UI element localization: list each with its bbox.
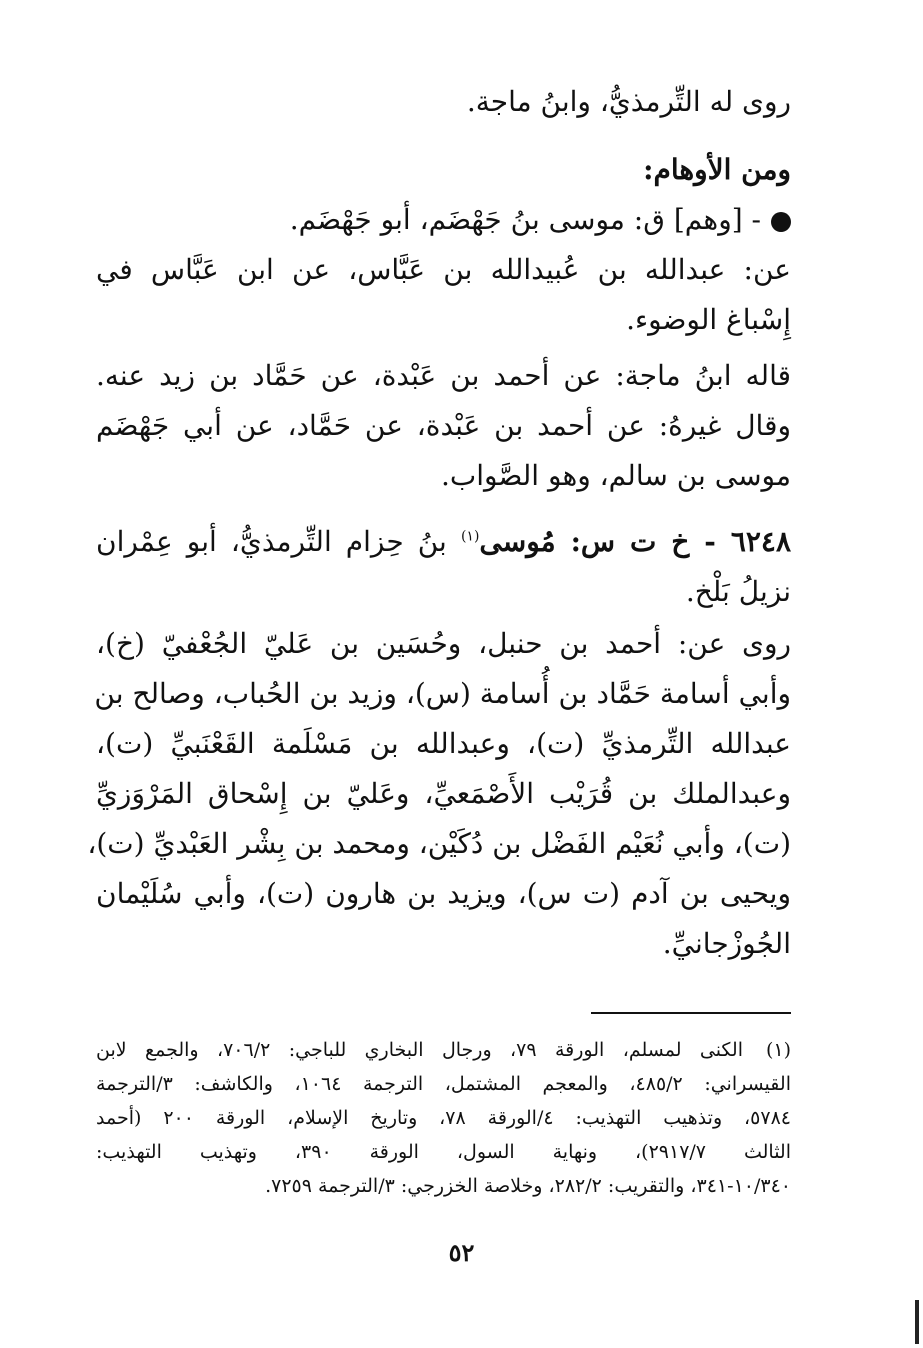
entry-line [96, 200, 791, 240]
footnote-line: القيسراني: ٤٨٥/٢، والمعجم المشتمل، الترجمة ١٠٦٤، والكاشف: ٣/الترجمة [96, 1073, 791, 1095]
text-line: روى عن: أحمد بن حنبل، وحُسَين بن عَليّ الجُعْفيّ (خ)، [96, 627, 791, 660]
entry-name: بنُ حِزام التِّرمذيُّ، أبو عِمْران [96, 525, 447, 558]
footnote-line: الكنى لمسلم، الورقة ٧٩، ورجال البخاري للباجي: ٧٠٦/٢، والجمع لابن [96, 1039, 743, 1061]
entry-heading-line [96, 522, 791, 562]
text-line: عبدالله التِّرمذيِّ (ت)، وعبدالله بن مَسْلَمة القَعْنَبيِّ (ت)، [96, 727, 791, 760]
text-line: الجُوزْجانيِّ. [662, 927, 791, 960]
page-number: ٥٢ [448, 1238, 475, 1267]
text-line: روى له التِّرمذيُّ، وابنُ ماجة. [466, 85, 791, 118]
footnote-number: (١) [765, 1039, 791, 1061]
scan-edge-mark [915, 1300, 919, 1344]
text-line: (ت)، وأبي نُعَيْم الفَضْل بن دُكَيْن، ومحمد بن بِشْر العَبْديِّ (ت)، [87, 827, 791, 860]
text-line: نزيلُ بَلْخ. [685, 575, 791, 608]
footnote-line: الثالث ٢٩١٧/٧)، ونهاية السول، الورقة ٣٩٠، وتهذيب التهذيب: [96, 1141, 791, 1163]
text-line: ويحيى بن آدم (ت س)، ويزيد بن هارون (ت)، وأبي سُلَيْمان [96, 877, 791, 910]
footnote-line: ١٠/٣٤٠-٣٤١، والتقريب: ٢٨٢/٢، وخلاصة الخزرجي: ٣/الترجمة ٧٢٥٩. [265, 1175, 791, 1197]
section-heading: ومن الأوهام: [643, 153, 791, 186]
footnote-divider [591, 1012, 791, 1014]
footnote-reference: (١) [460, 528, 480, 545]
text-line: موسى بن سالم، وهو الصَّواب. [440, 459, 791, 492]
text-line: وقال غيرهُ: عن أحمد بن عَبْدة، عن حَمَّاد، عن أبي جَهْضَم [96, 409, 791, 442]
footnote-line: ٥٧٨٤، وتذهيب التهذيب: ٤/الورقة ٧٨، وتاريخ الإسلام، الورقة ٢٠٠ (أحمد [96, 1107, 791, 1129]
text-line: إِسْباغ الوضوء. [626, 303, 791, 336]
wahm-entry-title: - [وهم] ق: موسى بنُ جَهْضَم، أبو جَهْضَم. [289, 203, 761, 236]
text-line: وأبي أسامة حَمَّاد بن أُسامة (س)، وزيد بن الحُباب، وصالح بن [94, 677, 791, 710]
text-line: قاله ابنُ ماجة: عن أحمد بن عَبْدة، عن حَمَّاد بن زيد عنه. [96, 359, 791, 392]
text-line: وعبدالملك بن قُرَيْب الأَصْمَعيِّ، وعَليّ بن إِسْحاق المَرْوَزيِّ [96, 777, 791, 810]
bullet-icon [771, 212, 791, 232]
text-line: عن: عبدالله بن عُبيدالله بن عَبَّاس، عن ابن عَبَّاس في [96, 253, 791, 286]
entry-number: ٦٢٤٨ - خ ت س: مُوسى [479, 525, 791, 558]
